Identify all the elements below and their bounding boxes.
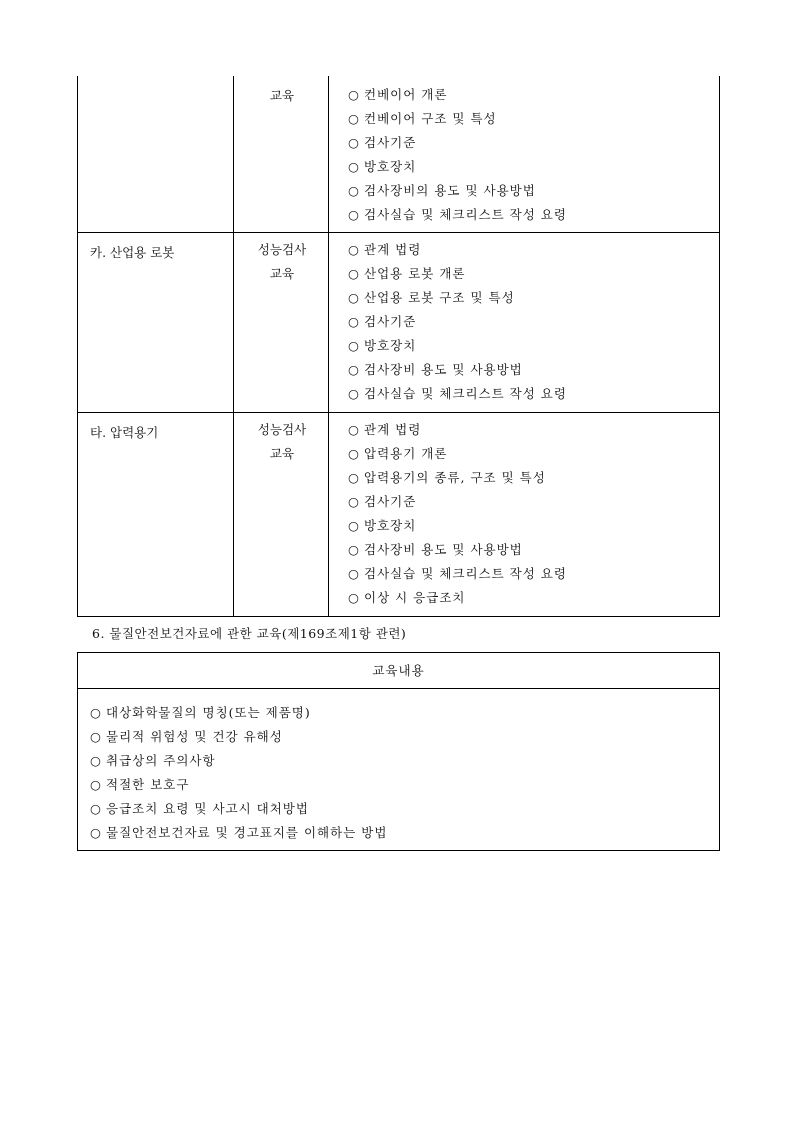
circle-bullet-icon: ○ xyxy=(90,729,102,744)
circle-bullet-icon: ○ xyxy=(348,590,360,605)
circle-bullet-icon: ○ xyxy=(348,111,360,126)
row-course-type: 성능검사 교육 xyxy=(257,422,307,461)
circle-bullet-icon: ○ xyxy=(348,183,360,198)
list-item: ○ 산업용 로봇 개론 xyxy=(348,262,567,286)
table-row xyxy=(78,76,719,233)
circle-bullet-icon: ○ xyxy=(90,801,102,816)
circle-bullet-icon: ○ xyxy=(348,542,360,557)
circle-bullet-icon: ○ xyxy=(348,159,360,174)
table-header: 교육내용 xyxy=(78,653,719,689)
circle-bullet-icon: ○ xyxy=(348,242,360,257)
list-item: ○ 관계 법령 xyxy=(348,418,567,442)
circle-bullet-icon: ○ xyxy=(348,87,360,102)
table-row xyxy=(78,233,719,413)
circle-bullet-icon: ○ xyxy=(90,753,102,768)
list-item: ○ 검사실습 및 체크리스트 작성 요령 xyxy=(348,382,567,406)
list-item: ○ 적절한 보호구 xyxy=(90,773,719,797)
list-item: ○ 검사기준 xyxy=(348,310,567,334)
list-item: ○ 물질안전보건자료 및 경고표지를 이해하는 방법 xyxy=(90,821,719,845)
list-item: ○ 검사장비 용도 및 사용방법 xyxy=(348,358,567,382)
list-item: ○ 검사실습 및 체크리스트 작성 요령 xyxy=(348,562,567,586)
list-item: ○ 압력용기의 종류, 구조 및 특성 xyxy=(348,466,567,490)
list-item: ○ 응급조치 요령 및 사고시 대처방법 xyxy=(90,797,719,821)
list-item: ○ 이상 시 응급조치 xyxy=(348,586,567,610)
list-item: ○ 검사기준 xyxy=(348,490,567,514)
list-item: ○ 취급상의 주의사항 xyxy=(90,749,719,773)
circle-bullet-icon: ○ xyxy=(348,446,360,461)
table-body xyxy=(78,689,719,845)
circle-bullet-icon: ○ xyxy=(348,314,360,329)
list-item: ○ 물리적 위험성 및 건강 유해성 xyxy=(90,725,719,749)
list-item: ○ 검사장비의 용도 및 사용방법 xyxy=(348,179,567,203)
section-caption: 6. 물질안전보건자료에 관한 교육(제169조제1항 관련) xyxy=(92,626,407,641)
row-item-label: 카. 산업용 로봇 xyxy=(90,245,175,260)
circle-bullet-icon: ○ xyxy=(348,470,360,485)
circle-bullet-icon: ○ xyxy=(348,290,360,305)
msds-education-table xyxy=(77,652,720,851)
circle-bullet-icon: ○ xyxy=(90,705,102,720)
circle-bullet-icon: ○ xyxy=(348,386,360,401)
circle-bullet-icon: ○ xyxy=(348,494,360,509)
list-item: ○ 방호장치 xyxy=(348,334,567,358)
circle-bullet-icon: ○ xyxy=(348,362,360,377)
list-item: ○ 산업용 로봇 구조 및 특성 xyxy=(348,286,567,310)
circle-bullet-icon: ○ xyxy=(348,266,360,281)
row-contents xyxy=(348,418,567,610)
training-table xyxy=(77,76,720,617)
circle-bullet-icon: ○ xyxy=(348,518,360,533)
circle-bullet-icon: ○ xyxy=(348,422,360,437)
circle-bullet-icon: ○ xyxy=(348,566,360,581)
row-item-label: 타. 압력용기 xyxy=(90,425,159,440)
circle-bullet-icon: ○ xyxy=(348,207,360,222)
list-item: ○ 검사장비 용도 및 사용방법 xyxy=(348,538,567,562)
list-item: ○ 검사기준 xyxy=(348,131,567,155)
row-contents xyxy=(348,238,567,406)
list-item: ○ 방호장치 xyxy=(348,514,567,538)
row-contents xyxy=(348,83,567,227)
row-course-type-2: 교육 xyxy=(269,88,295,103)
circle-bullet-icon: ○ xyxy=(348,338,360,353)
list-item: ○ 대상화학물질의 명칭(또는 제품명) xyxy=(90,701,719,725)
list-item: ○ 관계 법령 xyxy=(348,238,567,262)
circle-bullet-icon: ○ xyxy=(90,825,102,840)
list-item: ○ 컨베이어 구조 및 특성 xyxy=(348,107,567,131)
list-item: ○ 컨베이어 개론 xyxy=(348,83,567,107)
row-course-type: 성능검사 교육 xyxy=(257,242,307,281)
list-item: ○ 압력용기 개론 xyxy=(348,442,567,466)
circle-bullet-icon: ○ xyxy=(90,777,102,792)
circle-bullet-icon: ○ xyxy=(348,135,360,150)
list-item: ○ 방호장치 xyxy=(348,155,567,179)
table-row xyxy=(78,413,719,617)
list-item: ○ 검사실습 및 체크리스트 작성 요령 xyxy=(348,203,567,227)
